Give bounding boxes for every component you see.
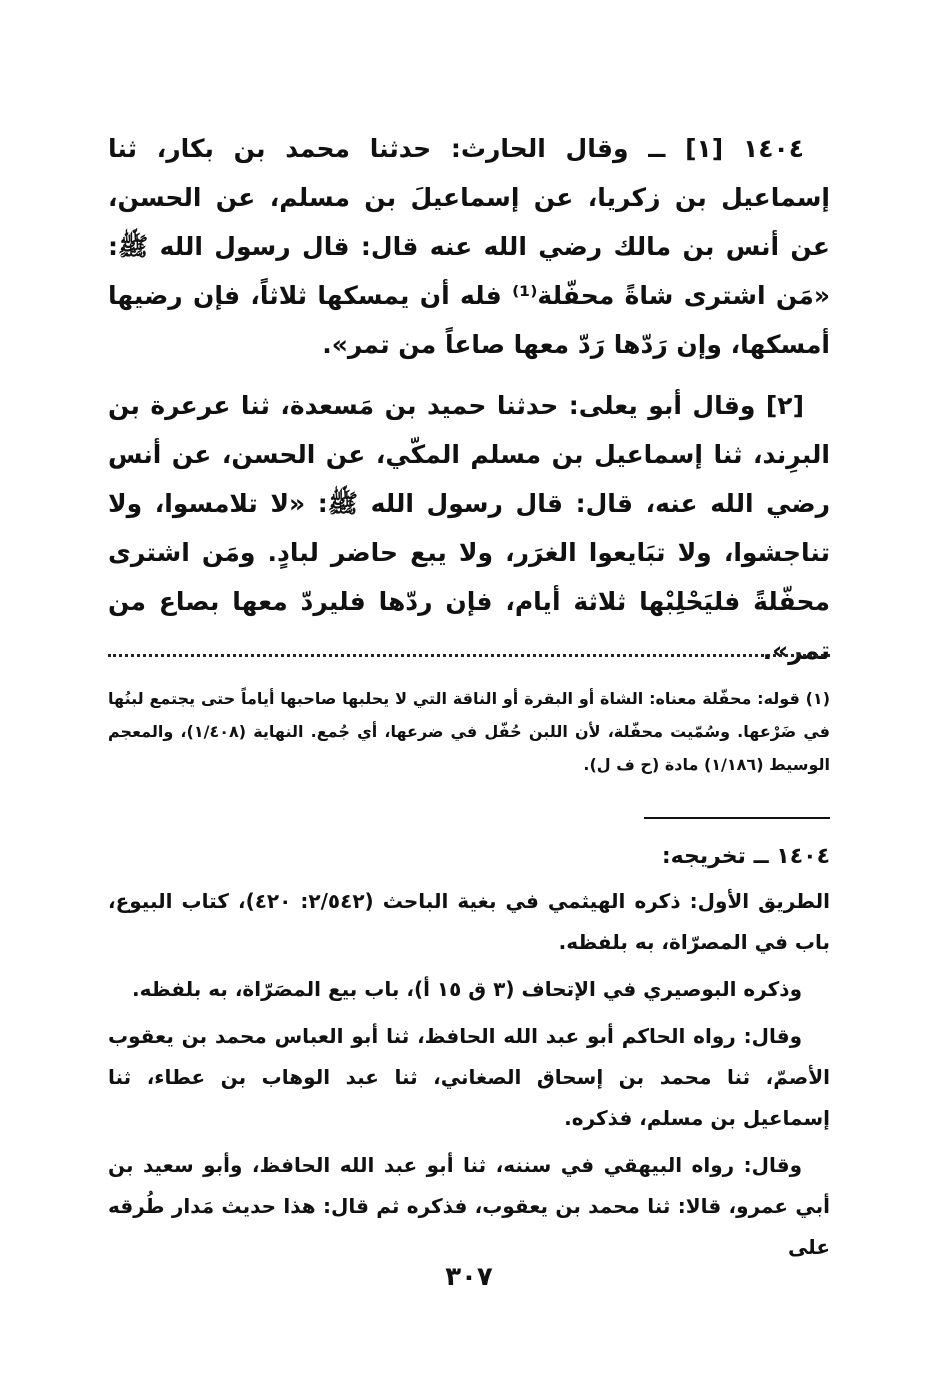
takhrij-heading: ١٤٠٤ ــ تخريجه: (661, 844, 830, 869)
takhrij-paragraph-3: وقال: رواه الحاكم أبو عبد الله الحافظ، ثنا أبو العباس محمد بن يعقوب الأصمّ، ثنا محمد بن إسحاق الصغاني، ثنا عبد الوهاب بن عطاء، ثنا إسماعيل بن مسلم، فذكره. (108, 1024, 830, 1130)
page-number: ٣٠٧ (445, 1262, 493, 1292)
hadith-paragraph-2: [٢] وقال أبو يعلى: حدثنا حميد بن مَسعدة، ثنا عرعرة بن البرِند، ثنا إسماعيل بن مسلم المكّي، عن الحسن، عن أنس رضي الله عنه، قال: قال رسول الله ﷺ: «لا تلامسوا، ولا تناجشوا، ولا تبَايعوا الغرَر، ولا يبع حاضر لبادٍ. ومَن اشترى محفّلةً فليَحْلِبْها ثلاثة أيام، فإن ردّها فليردّ معها بصاع من تمر». (108, 391, 830, 665)
footnote-separator (108, 654, 830, 659)
main-text (108, 124, 830, 687)
hadith-paragraph-1: ١٤٠٤ [١] ــ وقال الحارث: حدثنا محمد بن بكار، ثنا إسماعيل بن زكريا، عن إسماعيلَ بن مسلم، عن الحسن، عن أنس بن مالك رضي الله عنه قال: قال رسول الله ﷺ: «مَن اشترى شاةً محفّلة⁽¹⁾ فله أن يمسكها ثلاثاً، فإن رضيها أمسكها، وإن رَدّها رَدّ معها صاعاً من تمر». (108, 134, 830, 359)
takhrij-section (108, 836, 830, 1274)
section-rule (644, 817, 830, 819)
takhrij-paragraph-2: وذكره البوصيري في الإتحاف (٣ ق ١٥ أ)، باب بيع المصَرّاة، به بلفظه. (131, 977, 802, 1001)
takhrij-paragraph-1: الطريق الأول: ذكره الهيثمي في بغية الباحث (٢/٥٤٢: ٤٢٠)، كتاب البيوع، باب في المصرّاة، به بلفظه. (108, 889, 831, 954)
footnote: (١) قوله: محفّلة معناه: الشاة أو البقرة أو الناقة التي لا يحلبها صاحبها أياماً حتى يجتمع لبنُها في ضَرْعها. وسُمّيت محفّلة، لأن اللبن حُفّل في ضرعها، أي جُمع. النهاية (١/٤٠٨)، والمعجم الوسيط (١/١٨٦) مادة (ح ف ل). (108, 689, 830, 774)
takhrij-paragraph-4: وقال: رواه البيهقي في سننه، ثنا أبو عبد الله الحافظ، وأبو سعيد بن أبي عمرو، قالا: ثنا محمد بن يعقوب، فذكره ثم قال: هذا حديث مَدار طُرقه على (108, 1153, 830, 1259)
